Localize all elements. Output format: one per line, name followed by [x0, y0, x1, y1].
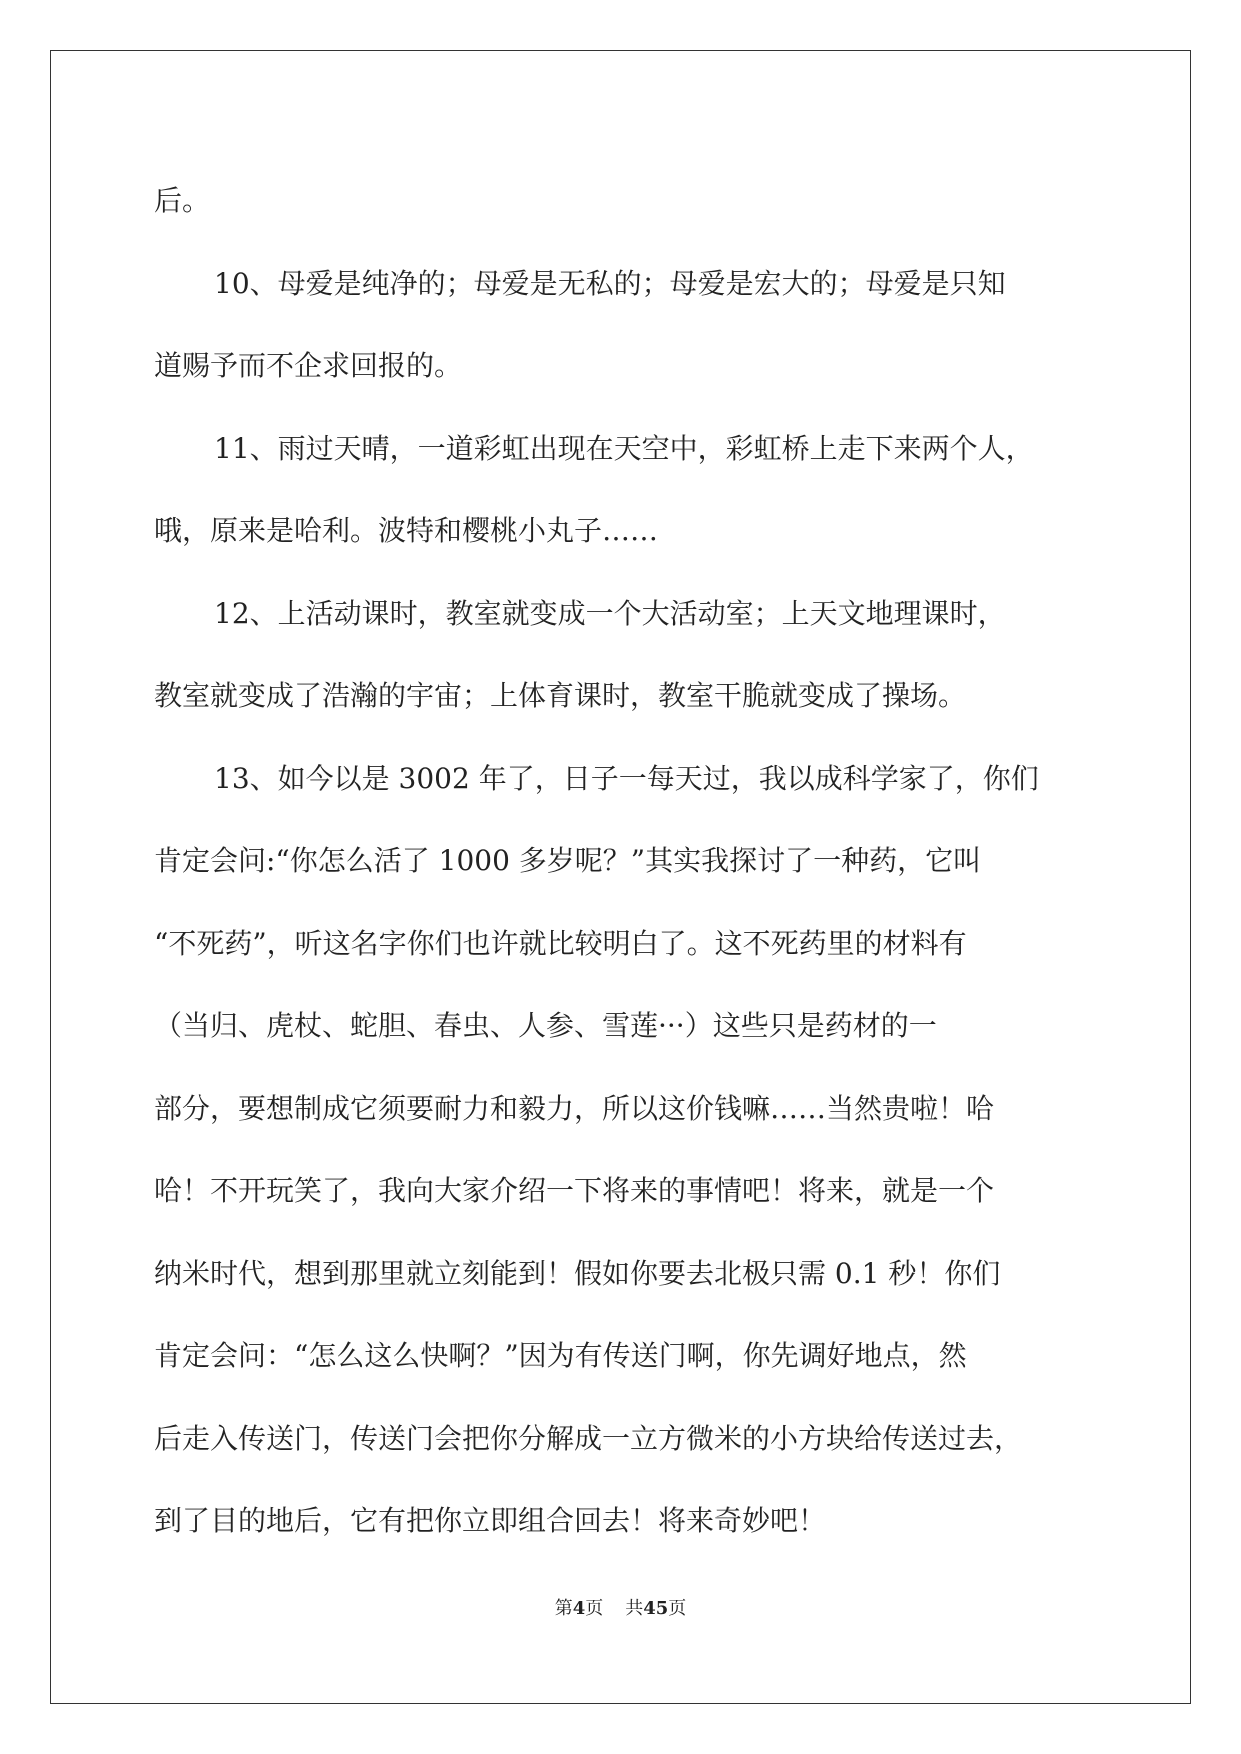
text-line: 哈！不开玩笑了，我向大家介绍一下将来的事情吧！将来，就是一个 — [154, 1174, 995, 1207]
text-line: 13、如今以是 3002 年了，日子一每天过，我以成科学家了，你们 — [214, 761, 1039, 795]
page-number: 4 — [572, 1598, 586, 1619]
text-line: “不死药”，听这名字你们也许就比较明白了。这不死药里的材料有 — [154, 926, 967, 960]
footer-total-suffix: 页 — [668, 1598, 687, 1619]
text-line: 12、上活动课时，教室就变成一个大活动室；上天文地理课时， — [214, 596, 1006, 630]
page-footer — [0, 1594, 1241, 1620]
footer-prefix: 第 — [554, 1598, 573, 1619]
text-line: 肯定会问：“怎么这么快啊？”因为有传送门啊，你先调好地点，然 — [154, 1339, 967, 1372]
text-line: 11、雨过天晴，一道彩虹出现在天空中，彩虹桥上走下来两个人， — [214, 431, 1034, 465]
text-line: （当归、虎杖、蛇胆、春虫、人参、雪莲···）这些只是药材的一 — [154, 1009, 937, 1042]
total-pages: 45 — [643, 1598, 669, 1619]
text-line: 教室就变成了浩瀚的宇宙；上体育课时，教室干脆就变成了操场。 — [154, 679, 967, 712]
footer-page-suffix: 页 — [585, 1598, 604, 1619]
text-line: 肯定会问:“你怎么活了 1000 多岁呢？”其实我探讨了一种药，它叫 — [154, 844, 982, 877]
text-line: 后。 — [154, 184, 211, 217]
text-line: 哦，原来是哈利。波特和樱桃小丸子…… — [154, 514, 659, 547]
text-line: 道赐予而不企求回报的。 — [154, 349, 463, 382]
footer-total-prefix: 共 — [625, 1598, 644, 1619]
text-line: 纳米时代，想到那里就立刻能到！假如你要去北极只需 0.1 秒！你们 — [154, 1256, 1001, 1290]
document-body — [154, 160, 1114, 1563]
text-line: 到了目的地后，它有把你立即组合回去！将来奇妙吧！ — [154, 1504, 827, 1537]
text-line: 10、母爱是纯净的；母爱是无私的；母爱是宏大的；母爱是只知 — [214, 266, 1006, 300]
text-line: 后走入传送门，传送门会把你分解成一立方微米的小方块给传送过去， — [154, 1421, 1023, 1455]
text-line: 部分，要想制成它须要耐力和毅力，所以这价钱嘛……当然贵啦！哈 — [154, 1091, 995, 1125]
